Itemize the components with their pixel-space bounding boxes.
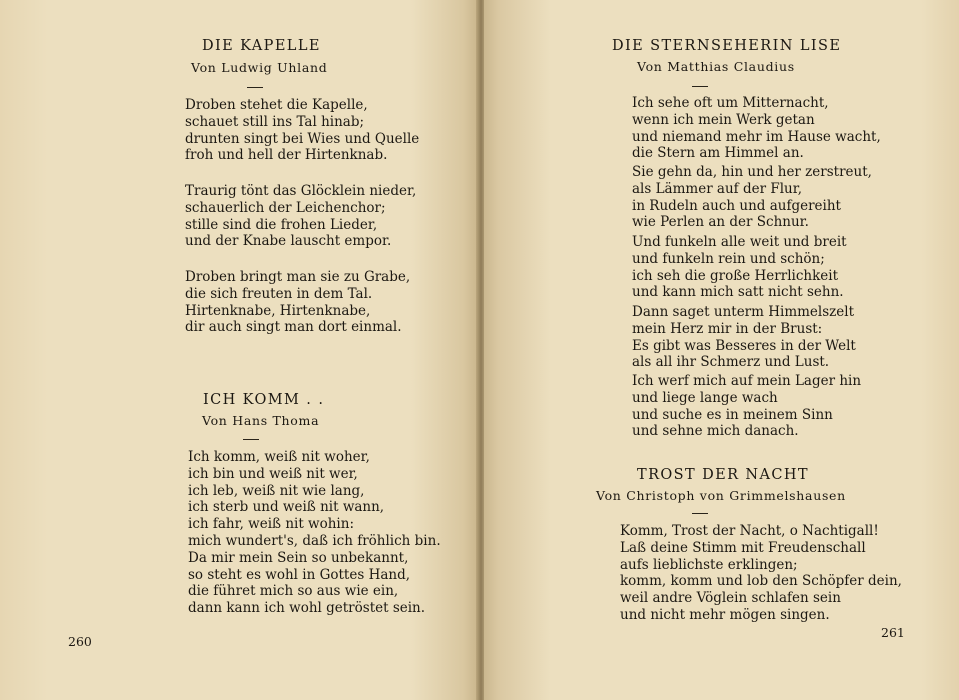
verse-line: weil andre Vöglein schlafen sein	[620, 590, 841, 607]
verse-line: froh und hell der Hirtenknab.	[185, 147, 388, 164]
poem-title: TROST DER NACHT	[637, 467, 809, 483]
verse-line: und suche es in meinem Sinn	[632, 406, 833, 423]
verse-line: ich leb, weiß nit wie lang,	[188, 482, 365, 499]
verse-line: Laß deine Stimm mit Freudenschall	[620, 539, 866, 556]
verse-line: ich bin und weiß nit wer,	[188, 465, 358, 482]
stanza	[620, 523, 902, 624]
title-rule	[692, 86, 708, 87]
verse-line: wie Perlen an der Schnur.	[632, 214, 809, 231]
verse-line: Ich komm, weiß nit woher,	[188, 449, 370, 465]
verse-line: die sich freuten in dem Tal.	[185, 285, 373, 302]
poem-author: Von Hans Thoma	[202, 413, 320, 428]
verse-line: und nicht mehr mögen singen.	[620, 606, 830, 623]
verse-line: Es gibt was Besseres in der Welt	[632, 337, 856, 354]
stanza	[632, 304, 856, 371]
verse-line: Ich sehe oft um Mitternacht,	[632, 95, 829, 111]
page-number: 261	[881, 625, 905, 640]
page-number: 260	[68, 634, 92, 649]
poem-title: DIE KAPELLE	[202, 38, 321, 54]
poem-title: DIE STERNSEHERIN LISE	[612, 38, 842, 54]
poem-title: ICH KOMM . .	[203, 392, 325, 408]
poem-author: Von Christoph von Grimmelshausen	[596, 488, 846, 503]
verse-line: und kann mich satt nicht sehn.	[632, 284, 844, 301]
title-rule	[243, 439, 259, 440]
left-page	[0, 0, 478, 700]
verse-line: drunten singt bei Wies und Quelle	[185, 130, 420, 147]
stanza	[632, 234, 847, 301]
verse-line: stille sind die frohen Lieder,	[185, 216, 378, 233]
stanza	[632, 373, 861, 440]
verse-line: und der Knabe lauscht empor.	[185, 233, 392, 250]
verse-line: in Rudeln auch und aufgereiht	[632, 197, 841, 214]
verse-line: Droben bringt man sie zu Grabe,	[185, 269, 411, 285]
verse-line: dann kann ich wohl getröstet sein.	[188, 600, 426, 617]
verse-line: Und funkeln alle weit und breit	[632, 234, 847, 250]
stanza	[185, 97, 419, 164]
verse-line: die Stern am Himmel an.	[632, 145, 804, 162]
verse-line: aufs lieblichste erklingen;	[620, 556, 798, 573]
verse-line: mich wundert's, daß ich fröhlich bin.	[188, 532, 441, 549]
verse-line: als all ihr Schmerz und Lust.	[632, 354, 830, 371]
stanza	[632, 95, 881, 162]
verse-line: ich fahr, weiß nit wohin:	[188, 516, 354, 533]
title-rule	[247, 87, 263, 88]
verse-line: und sehne mich danach.	[632, 423, 799, 440]
verse-line: wenn ich mein Werk getan	[632, 111, 815, 128]
verse-line: Da mir mein Sein so unbekannt,	[188, 549, 409, 566]
verse-line: und funkeln rein und schön;	[632, 250, 825, 267]
stanza	[188, 449, 441, 617]
verse-line: Dann saget unterm Himmelszelt	[632, 304, 854, 320]
verse-line: ich sterb und weiß nit wann,	[188, 499, 385, 516]
stanza	[185, 269, 410, 336]
verse-line: Sie gehn da, hin und her zerstreut,	[632, 164, 872, 180]
stanza	[185, 183, 416, 250]
verse-line: Ich werf mich auf mein Lager hin	[632, 373, 862, 389]
verse-line: als Lämmer auf der Flur,	[632, 180, 802, 197]
verse-line: schauerlich der Leichenchor;	[185, 199, 386, 216]
verse-line: Komm, Trost der Nacht, o Nachtigall!	[620, 523, 879, 539]
verse-line: Droben stehet die Kapelle,	[185, 97, 368, 113]
stanza	[632, 164, 872, 231]
verse-line: dir auch singt man dort einmal.	[185, 319, 402, 336]
verse-line: und liege lange wach	[632, 389, 778, 406]
title-rule	[692, 513, 708, 514]
verse-line: Hirtenknabe, Hirtenknabe,	[185, 302, 371, 319]
right-page	[484, 0, 959, 700]
verse-line: die führet mich so aus wie ein,	[188, 583, 399, 600]
verse-line: ich seh die große Herrlichkeit	[632, 267, 839, 284]
poem-author: Von Matthias Claudius	[637, 59, 795, 74]
verse-line: mein Herz mir in der Brust:	[632, 320, 823, 337]
poem-author: Von Ludwig Uhland	[191, 60, 328, 75]
verse-line: so steht es wohl in Gottes Hand,	[188, 566, 411, 583]
verse-line: Traurig tönt das Glöcklein nieder,	[185, 183, 417, 199]
verse-line: komm, komm und lob den Schöpfer dein,	[620, 573, 902, 590]
verse-line: und niemand mehr im Hause wacht,	[632, 128, 881, 145]
verse-line: schauet still ins Tal hinab;	[185, 113, 365, 130]
